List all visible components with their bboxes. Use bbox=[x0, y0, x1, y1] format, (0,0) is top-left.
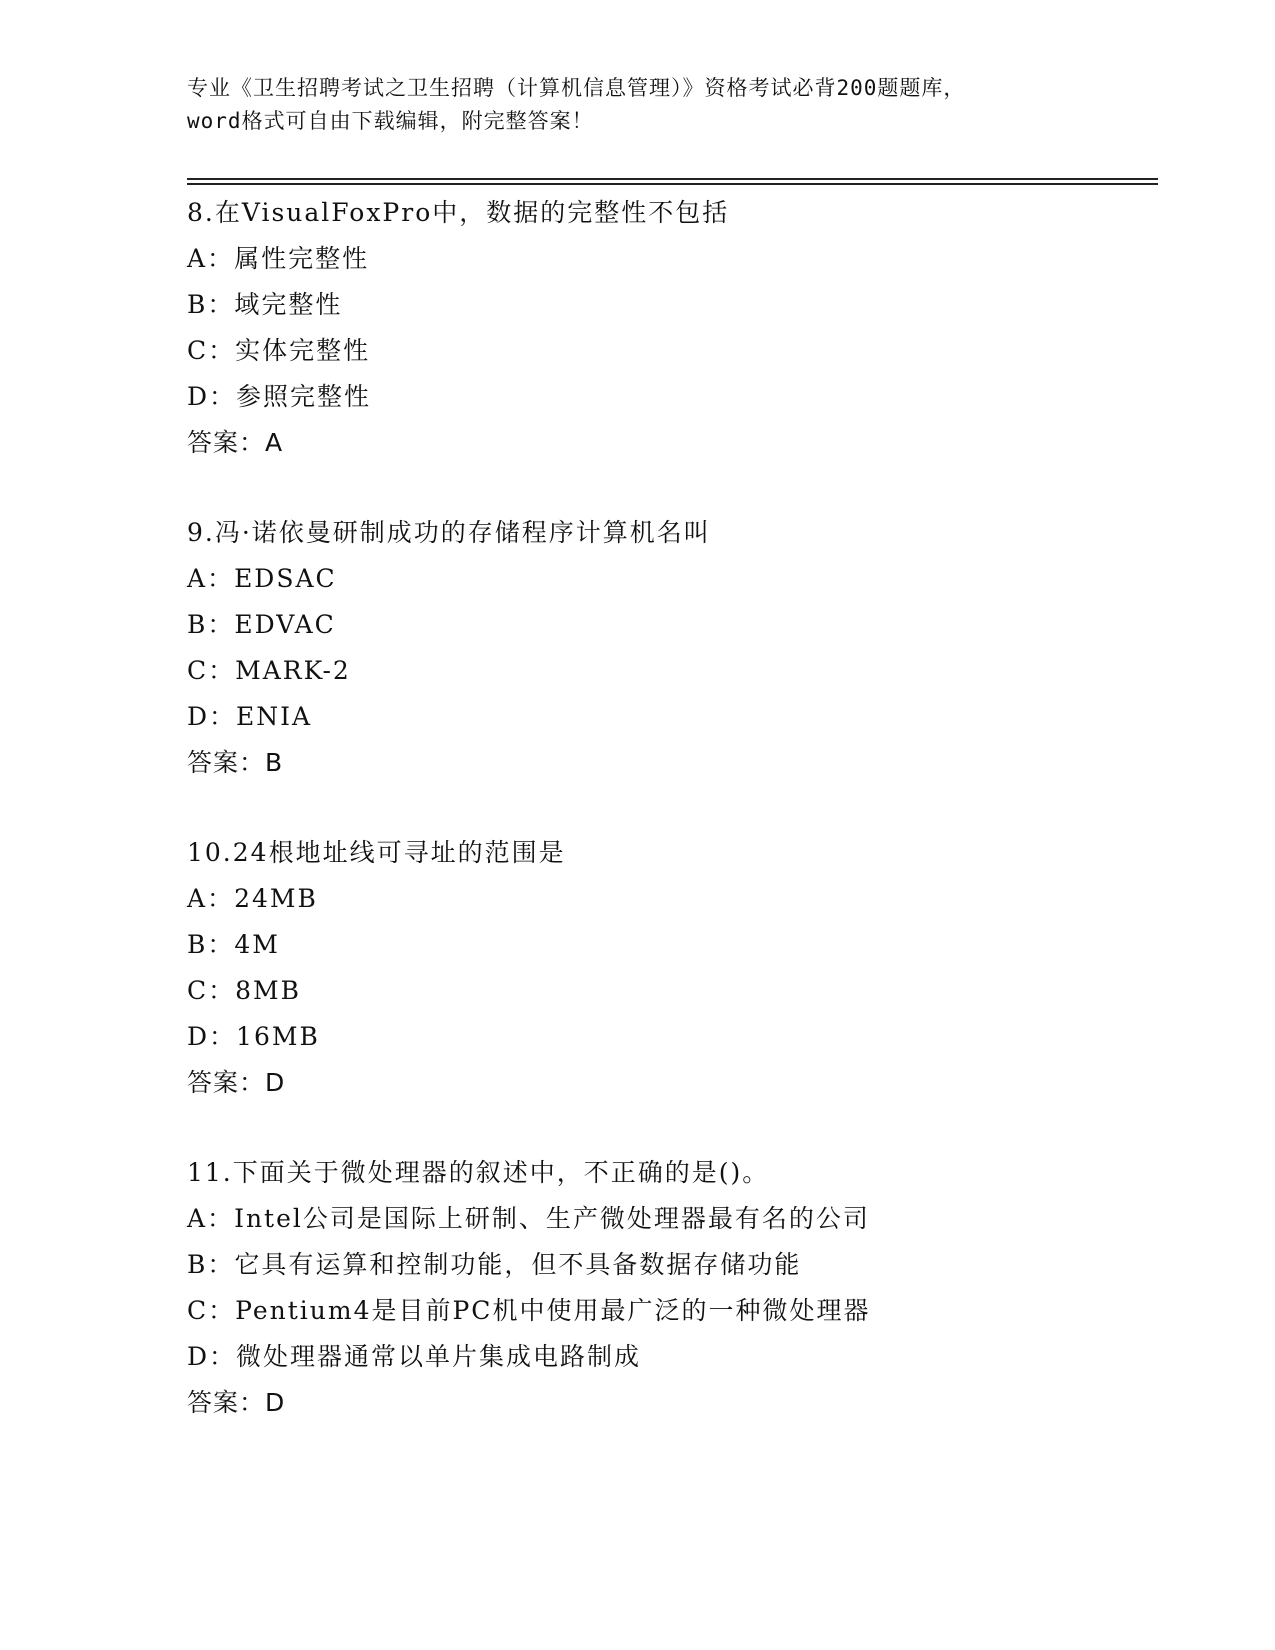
option-text: EDSAC bbox=[234, 564, 337, 593]
option-text: 16MB bbox=[236, 1022, 320, 1051]
header-divider-top bbox=[187, 178, 1158, 180]
option-letter: C： bbox=[187, 1296, 236, 1325]
option-letter: C： bbox=[187, 336, 236, 365]
question-title: 8.在VisualFoxPro中，数据的完整性不包括 bbox=[187, 198, 730, 227]
header-divider-bottom bbox=[187, 183, 1158, 185]
option-letter: B： bbox=[187, 290, 235, 319]
document-header bbox=[187, 72, 1087, 138]
option-letter: B： bbox=[187, 610, 235, 639]
option-letter: C： bbox=[187, 656, 236, 685]
answer-line: 答案：D bbox=[187, 1388, 286, 1417]
option-letter: C： bbox=[187, 976, 236, 1005]
option-letter: A： bbox=[187, 564, 235, 593]
question-title: 10.24根地址线可寻址的范围是 bbox=[187, 838, 566, 867]
question-11 bbox=[187, 1150, 1158, 1426]
option-text: 实体完整性 bbox=[235, 336, 371, 365]
option-text: 4M bbox=[234, 930, 280, 959]
option-letter: B： bbox=[187, 1250, 235, 1279]
question-8 bbox=[187, 190, 1158, 466]
option-text: 域完整性 bbox=[234, 290, 343, 319]
option-b bbox=[187, 922, 1158, 968]
option-d bbox=[187, 1334, 1158, 1380]
question-10 bbox=[187, 830, 1158, 1106]
option-text: Pentium4是目前PC机中使用最广泛的一种微处理器 bbox=[235, 1296, 871, 1325]
option-letter: D： bbox=[187, 1022, 237, 1051]
option-letter: B： bbox=[187, 930, 235, 959]
question-list bbox=[187, 190, 1158, 1470]
option-b bbox=[187, 1242, 1158, 1288]
option-letter: A： bbox=[187, 244, 235, 273]
option-text: EDVAC bbox=[234, 610, 336, 639]
option-text: ENIA bbox=[236, 702, 313, 731]
question-9 bbox=[187, 510, 1158, 786]
option-b bbox=[187, 282, 1158, 328]
option-letter: D： bbox=[187, 702, 237, 731]
option-text: 8MB bbox=[235, 976, 302, 1005]
option-text: 它具有运算和控制功能，但不具备数据存储功能 bbox=[234, 1250, 802, 1279]
option-a bbox=[187, 556, 1158, 602]
option-text: 24MB bbox=[234, 884, 318, 913]
option-text: 属性完整性 bbox=[234, 244, 370, 273]
option-d bbox=[187, 1014, 1158, 1060]
option-a bbox=[187, 236, 1158, 282]
option-c bbox=[187, 968, 1158, 1014]
option-letter: D： bbox=[187, 1342, 237, 1371]
option-c bbox=[187, 1288, 1158, 1334]
question-title: 11.下面关于微处理器的叙述中，不正确的是()。 bbox=[187, 1158, 770, 1187]
option-letter: A： bbox=[187, 884, 235, 913]
option-c bbox=[187, 328, 1158, 374]
option-letter: A： bbox=[187, 1204, 235, 1233]
option-d bbox=[187, 374, 1158, 420]
option-text: 参照完整性 bbox=[236, 382, 372, 411]
option-text: 微处理器通常以单片集成电路制成 bbox=[236, 1342, 642, 1371]
option-b bbox=[187, 602, 1158, 648]
answer-line: 答案：A bbox=[187, 428, 284, 457]
header-line-1: 专业《卫生招聘考试之卫生招聘（计算机信息管理）》资格考试必背200题题库， bbox=[187, 76, 966, 100]
option-d bbox=[187, 694, 1158, 740]
option-text: MARK-2 bbox=[235, 656, 351, 685]
option-a bbox=[187, 1196, 1158, 1242]
question-title: 9.冯·诺依曼研制成功的存储程序计算机名叫 bbox=[187, 518, 711, 547]
answer-line: 答案：B bbox=[187, 748, 284, 777]
option-a bbox=[187, 876, 1158, 922]
option-text: Intel公司是国际上研制、生产微处理器最有名的公司 bbox=[234, 1204, 870, 1233]
header-line-2: word格式可自由下载编辑，附完整答案！ bbox=[187, 109, 594, 133]
option-letter: D： bbox=[187, 382, 237, 411]
answer-line: 答案：D bbox=[187, 1068, 286, 1097]
option-c bbox=[187, 648, 1158, 694]
